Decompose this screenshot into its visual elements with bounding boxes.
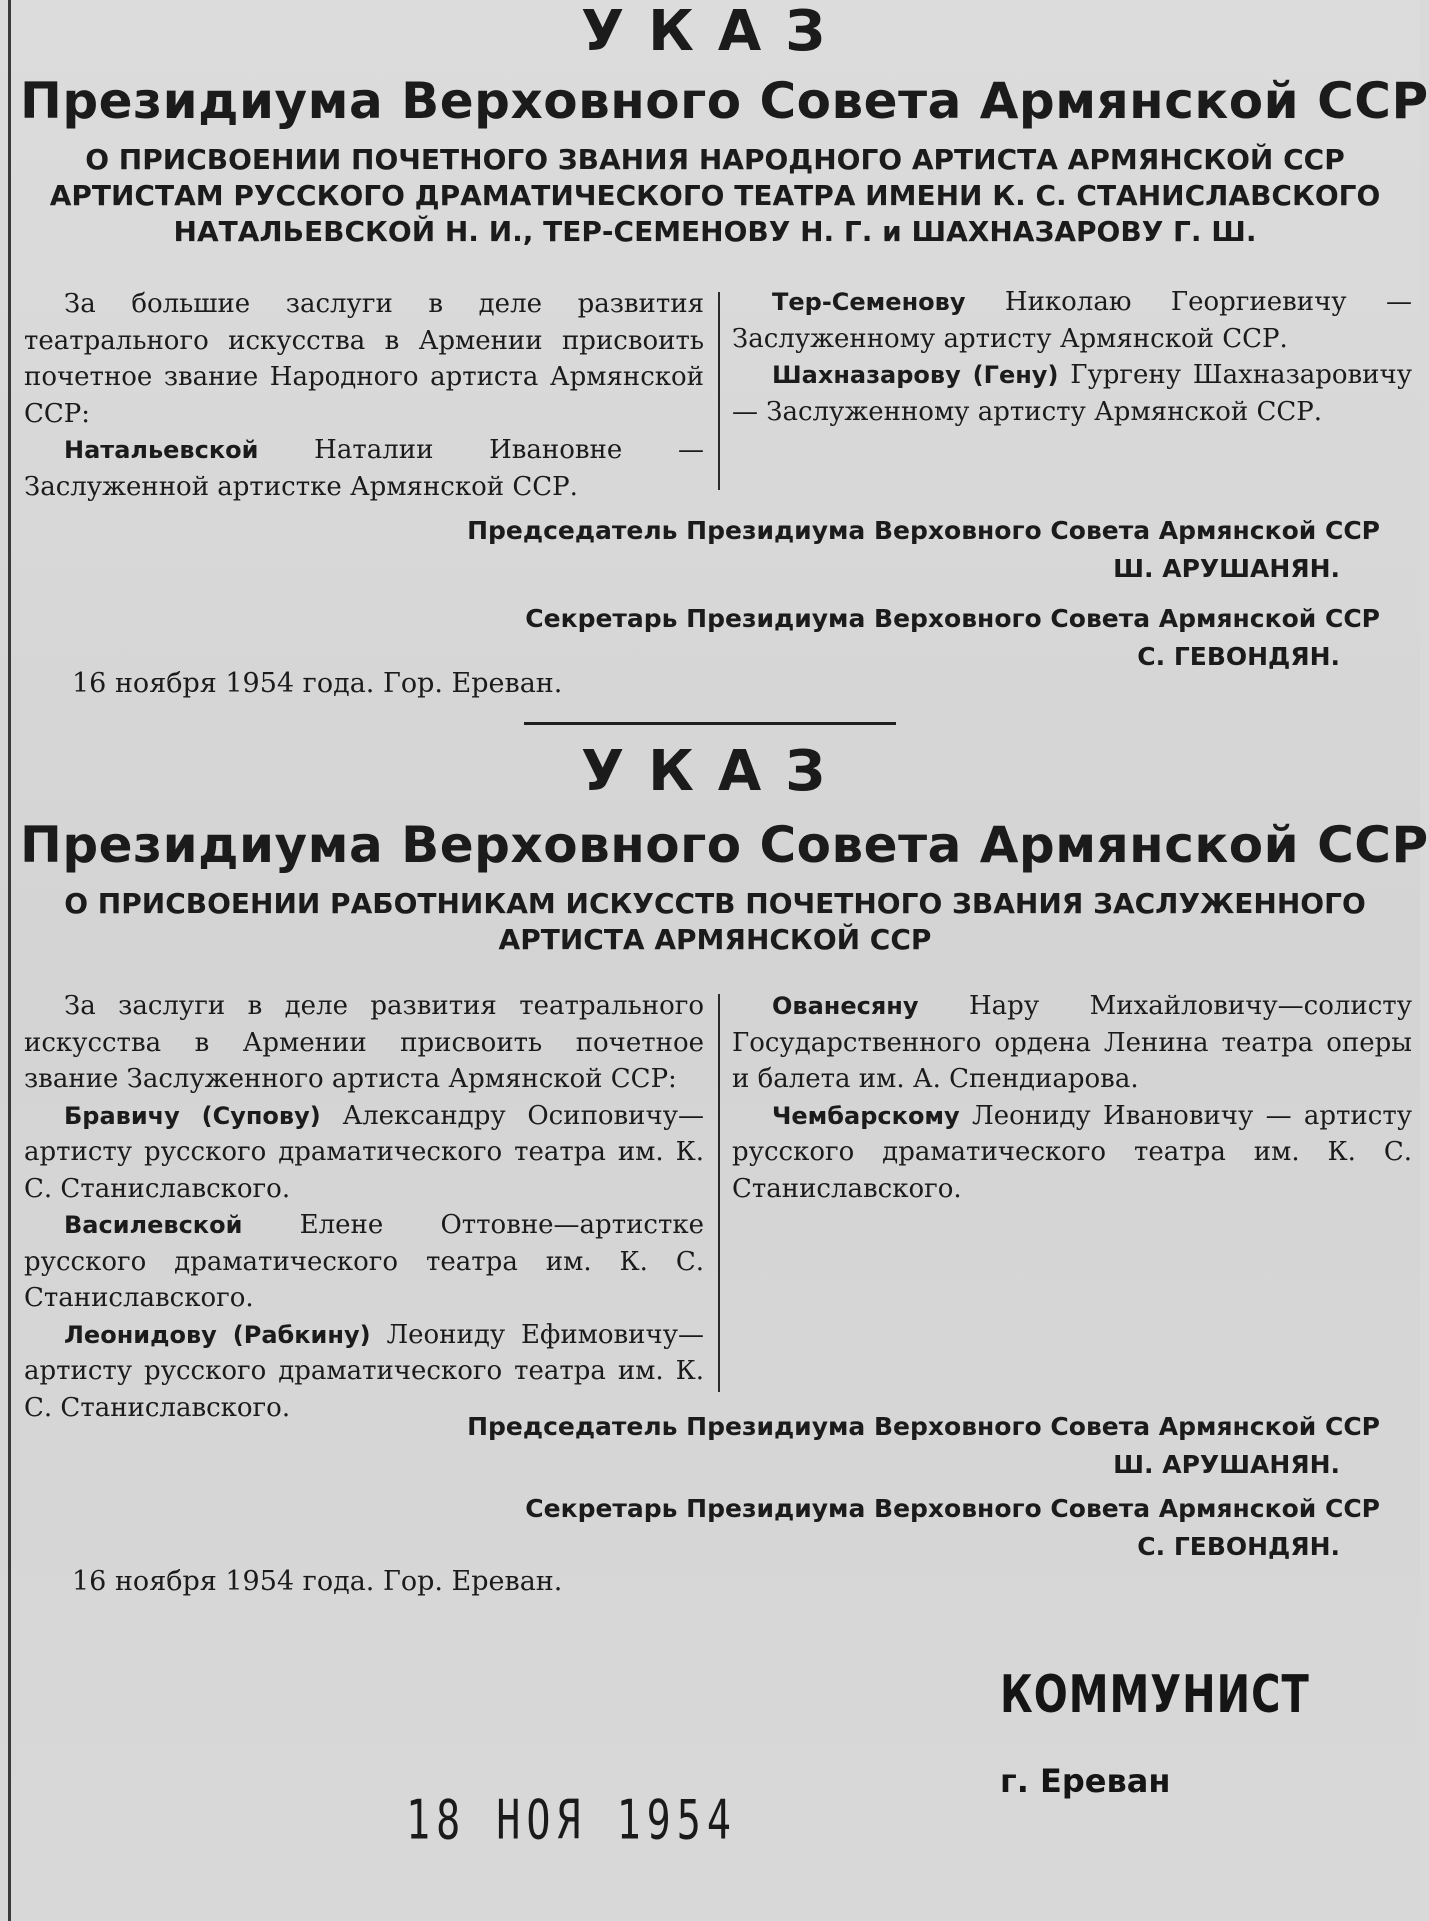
decree-1-intro: За большие заслуги в деле развития театрального искусства в Армении присвоить почетное звание Народного артиста Армянской ССР: (24, 289, 704, 429)
secretary-name: С. ГЕВОНДЯН. (1137, 1532, 1340, 1561)
decree-2-right-column (732, 988, 1412, 1207)
awardee-name: Чембарскому (772, 1101, 960, 1130)
stamp-date: 18 НОЯ 1954 (406, 1789, 737, 1853)
decree-1-signatures (467, 512, 1380, 676)
decree-1-issuer: Президиума Верховного Совета Армянской ССР (20, 72, 1429, 130)
awardee-name: Бравичу (Супову) (64, 1101, 321, 1130)
decree-2-header (20, 739, 1429, 958)
decree-1-heading: УКАЗ (580, 0, 850, 64)
awardee-text: Елене Оттовне—артистке русского драматического театра им. К. С. Станиславского. (24, 1210, 704, 1313)
awardee-text: Гургену Шахназаровичу — Заслуженному артисту Армянской ССР. (732, 360, 1412, 427)
awardee-name: Ованесяну (772, 992, 919, 1020)
decree-1-subtitle-line: НАТАЛЬЕВСКОЙ Н. И., ТЕР-СЕМЕНОВУ Н. Г. и ШАХНАЗАРОВУ Г. Ш. (173, 215, 1257, 248)
decree-2-entry (732, 988, 1412, 1098)
awardee-text: Александру Осиповичу—артисту русского драматического театра им. К. С. Станиславского. (24, 1100, 705, 1204)
awardee-name: Тер-Семенову (772, 288, 966, 316)
decree-1-left-column (24, 286, 704, 505)
awardee-text: Леониду Ефимовичу—артисту русского драматического театра им. К. С. Станиславского. (24, 1319, 704, 1423)
decree-2-entry (24, 1098, 704, 1208)
column-divider (718, 994, 720, 1392)
left-border-rule (8, 0, 11, 1921)
decree-2-subtitle-line: О ПРИСВОЕНИИ РАБОТНИКАМ ИСКУССТВ ПОЧЕТНОГО ЗВАНИЯ ЗАСЛУЖЕННОГО (64, 887, 1366, 920)
decree-2-left-column (24, 988, 705, 1423)
decree-2-intro: За заслуги в деле развития театрального искусства в Армении присвоить почетное звание Заслуженного артиста Армянской ССР: (24, 991, 704, 1094)
awardee-name: Натальевской (64, 436, 259, 464)
decree-2-subtitle (20, 886, 1410, 958)
decree-2-heading: УКАЗ (580, 739, 850, 804)
stamp-city: г. Ереван (1000, 1762, 1171, 1800)
decree-2-issuer: Президиума Верховного Совета Армянской ССР (20, 816, 1429, 874)
awardee-name: Василевской (64, 1211, 243, 1239)
chairman-name: Ш. АРУШАНЯН. (1113, 554, 1340, 583)
decree-1-subtitle-line: О ПРИСВОЕНИИ ПОЧЕТНОГО ЗВАНИЯ НАРОДНОГО АРТИСТА АРМЯНСКОЙ ССР (85, 143, 1345, 176)
decree-2-entry (732, 1098, 1412, 1208)
decree-2-entry (24, 1207, 704, 1317)
decree-2-signatures (467, 1408, 1380, 1566)
decree-2-date: 16 ноября 1954 года. Гор. Ереван. (72, 1566, 563, 1597)
decree-2-subtitle-line: АРТИСТА АРМЯНСКОЙ ССР (498, 923, 932, 956)
decree-separator-rule (524, 722, 896, 725)
chairman-title: Председатель Президиума Верховного Совета Армянской ССР (467, 516, 1380, 545)
decree-1-date: 16 ноября 1954 года. Гор. Ереван. (72, 668, 563, 699)
decree-1-entry (24, 432, 704, 505)
decree-1-entry (732, 284, 1412, 357)
chairman-name: Ш. АРУШАНЯН. (1113, 1450, 1340, 1479)
awardee-text: Нару Михайловичу—солисту Государственного ордена Ленина театра оперы и балета им. А. Спендиарова. (732, 991, 1412, 1094)
decree-1-entry (732, 357, 1412, 430)
stamp-newspaper-name: КОММУНИСТ (1000, 1665, 1310, 1725)
secretary-title: Секретарь Президиума Верховного Совета Армянской ССР (525, 1494, 1380, 1523)
awardee-name: Шахназарову (Гену) (772, 361, 1059, 389)
awardee-name: Леонидову (Рабкину) (64, 1320, 371, 1349)
secretary-name: С. ГЕВОНДЯН. (1137, 642, 1340, 671)
secretary-title: Секретарь Президиума Верховного Совета Армянской ССР (525, 604, 1380, 633)
awardee-text: Наталии Ивановне — Заслуженной артистке Армянской ССР. (24, 435, 704, 502)
decree-1-subtitle (20, 142, 1410, 250)
decree-1-right-column (732, 284, 1412, 430)
decree-1-header (20, 0, 1429, 250)
decree-1-subtitle-line: АРТИСТАМ РУССКОГО ДРАМАТИЧЕСКОГО ТЕАТРА ИМЕНИ К. С. СТАНИСЛАВСКОГО (49, 179, 1381, 212)
awardee-text: Леониду Ивановичу — артисту русского драматического театра им. К. С. Станиславского. (732, 1100, 1412, 1204)
column-divider (718, 292, 720, 490)
awardee-text: Николаю Георгиевичу — Заслуженному артисту Армянской ССР. (732, 287, 1412, 354)
chairman-title: Председатель Президиума Верховного Совета Армянской ССР (467, 1412, 1380, 1441)
